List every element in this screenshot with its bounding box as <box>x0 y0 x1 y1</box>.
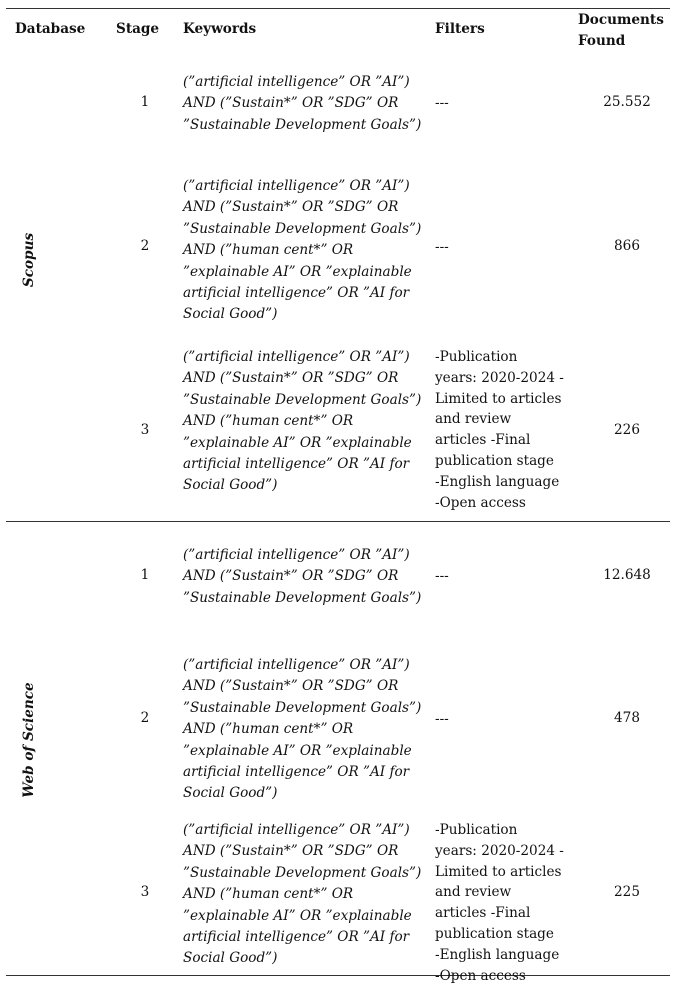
keywords-line: artificial intelligence” OR ”AI for <box>183 285 410 302</box>
keywords-line: (”artificial intelligence” OR ”AI”) <box>183 657 410 673</box>
keywords-line: artificial intelligence” OR ”AI for <box>183 764 410 781</box>
header-database: Database <box>15 21 86 37</box>
filters-line: articles -Final <box>435 432 531 449</box>
filters-line: -Open access <box>435 494 526 511</box>
keywords-line: AND (”Sustain*” OR ”SDG” OR <box>183 370 399 387</box>
top-rule <box>6 8 670 9</box>
filters-cell <box>435 566 570 587</box>
filters-line: -Open access <box>435 967 526 984</box>
keywords-line: ”Sustainable Development Goals”) <box>183 116 422 133</box>
filters-cell <box>435 820 570 986</box>
keywords-line: ”Sustainable Development Goals”) <box>183 391 422 408</box>
bottom-rule <box>6 975 670 976</box>
keywords-line: AND (”Sustain*” OR ”SDG” OR <box>183 95 399 112</box>
filters-line: -English language <box>435 473 560 490</box>
filters-cell <box>435 237 570 258</box>
keywords-line: (”artificial intelligence” OR ”AI”) <box>183 349 410 365</box>
filters-line: -Publication <box>435 822 518 838</box>
filters-line: Limited to articles <box>435 390 562 407</box>
keywords-line: (”artificial intelligence” OR ”AI”) <box>183 822 410 838</box>
database-label: Scopus <box>21 232 37 288</box>
header-documents-line2: Found <box>578 33 626 49</box>
keywords-line: Social Good”) <box>183 950 278 967</box>
header-filters: Filters <box>435 21 485 37</box>
header-stage: Stage <box>116 21 160 37</box>
filters-line: --- <box>435 95 449 111</box>
documents-found: 478 <box>614 710 640 726</box>
keywords-cell <box>183 347 423 497</box>
keywords-line: Social Good”) <box>183 785 278 802</box>
stage-number: 2 <box>140 238 150 254</box>
filters-cell <box>435 347 570 513</box>
keywords-line: artificial intelligence” OR ”AI for <box>183 456 410 473</box>
keywords-line: (”artificial intelligence” OR ”AI”) <box>183 178 410 194</box>
keywords-line: ”Sustainable Development Goals”) <box>183 864 422 881</box>
keywords-line: AND (”Sustain*” OR ”SDG” OR <box>183 678 399 695</box>
keywords-line: artificial intelligence” OR ”AI for <box>183 929 410 946</box>
documents-found: 25.552 <box>603 94 651 110</box>
keywords-line: ”explainable AI” OR ”explainable <box>183 263 412 280</box>
keywords-cell <box>183 72 423 136</box>
stage-number: 3 <box>140 884 150 900</box>
documents-found: 866 <box>614 238 640 254</box>
filters-line: --- <box>435 711 449 727</box>
keywords-cell <box>183 820 423 970</box>
filters-line: -Publication <box>435 349 518 365</box>
filters-line: years: 2020-2024 - <box>435 842 564 859</box>
stage-number: 2 <box>140 710 150 726</box>
keywords-line: AND (”human cent*” OR <box>183 242 354 259</box>
filters-line: --- <box>435 568 449 584</box>
stage-number: 1 <box>140 94 150 110</box>
keywords-line: ”explainable AI” OR ”explainable <box>183 434 412 451</box>
keywords-cell <box>183 176 423 326</box>
filters-line: and review <box>435 884 512 901</box>
filters-line: publication stage <box>435 925 554 942</box>
filters-line: Limited to articles <box>435 863 562 880</box>
keywords-line: Social Good”) <box>183 306 278 323</box>
keywords-cell <box>183 655 423 805</box>
database-label: Web of Science <box>21 682 37 798</box>
keywords-line: AND (”human cent*” OR <box>183 721 354 738</box>
documents-found: 12.648 <box>603 567 651 583</box>
keywords-line: AND (”Sustain*” OR ”SDG” OR <box>183 843 399 860</box>
keywords-line: ”Sustainable Development Goals”) <box>183 589 422 606</box>
documents-found: 226 <box>614 422 640 438</box>
keywords-line: (”artificial intelligence” OR ”AI”) <box>183 547 410 563</box>
keywords-line: ”explainable AI” OR ”explainable <box>183 742 412 759</box>
keywords-cell <box>183 545 423 609</box>
documents-found: 225 <box>614 884 640 900</box>
header-documents-found <box>578 10 664 52</box>
header-documents-line1: Documents <box>578 12 664 28</box>
filters-line: -English language <box>435 946 560 963</box>
keywords-line: Social Good”) <box>183 477 278 494</box>
keywords-line: AND (”human cent*” OR <box>183 413 354 430</box>
filters-line: --- <box>435 239 449 255</box>
keywords-line: AND (”human cent*” OR <box>183 886 354 903</box>
filters-line: publication stage <box>435 452 554 469</box>
keywords-line: AND (”Sustain*” OR ”SDG” OR <box>183 199 399 216</box>
keywords-line: ”explainable AI” OR ”explainable <box>183 907 412 924</box>
stage-number: 3 <box>140 422 150 438</box>
keywords-line: (”artificial intelligence” OR ”AI”) <box>183 74 410 90</box>
filters-cell <box>435 709 570 730</box>
header-keywords: Keywords <box>183 21 257 37</box>
filters-cell <box>435 93 570 114</box>
filters-line: and review <box>435 411 512 428</box>
keywords-line: ”Sustainable Development Goals”) <box>183 220 422 237</box>
stage-number: 1 <box>140 567 150 583</box>
group-divider <box>6 521 670 522</box>
filters-line: years: 2020-2024 - <box>435 369 564 386</box>
filters-line: articles -Final <box>435 905 531 922</box>
keywords-line: AND (”Sustain*” OR ”SDG” OR <box>183 568 399 585</box>
keywords-line: ”Sustainable Development Goals”) <box>183 699 422 716</box>
